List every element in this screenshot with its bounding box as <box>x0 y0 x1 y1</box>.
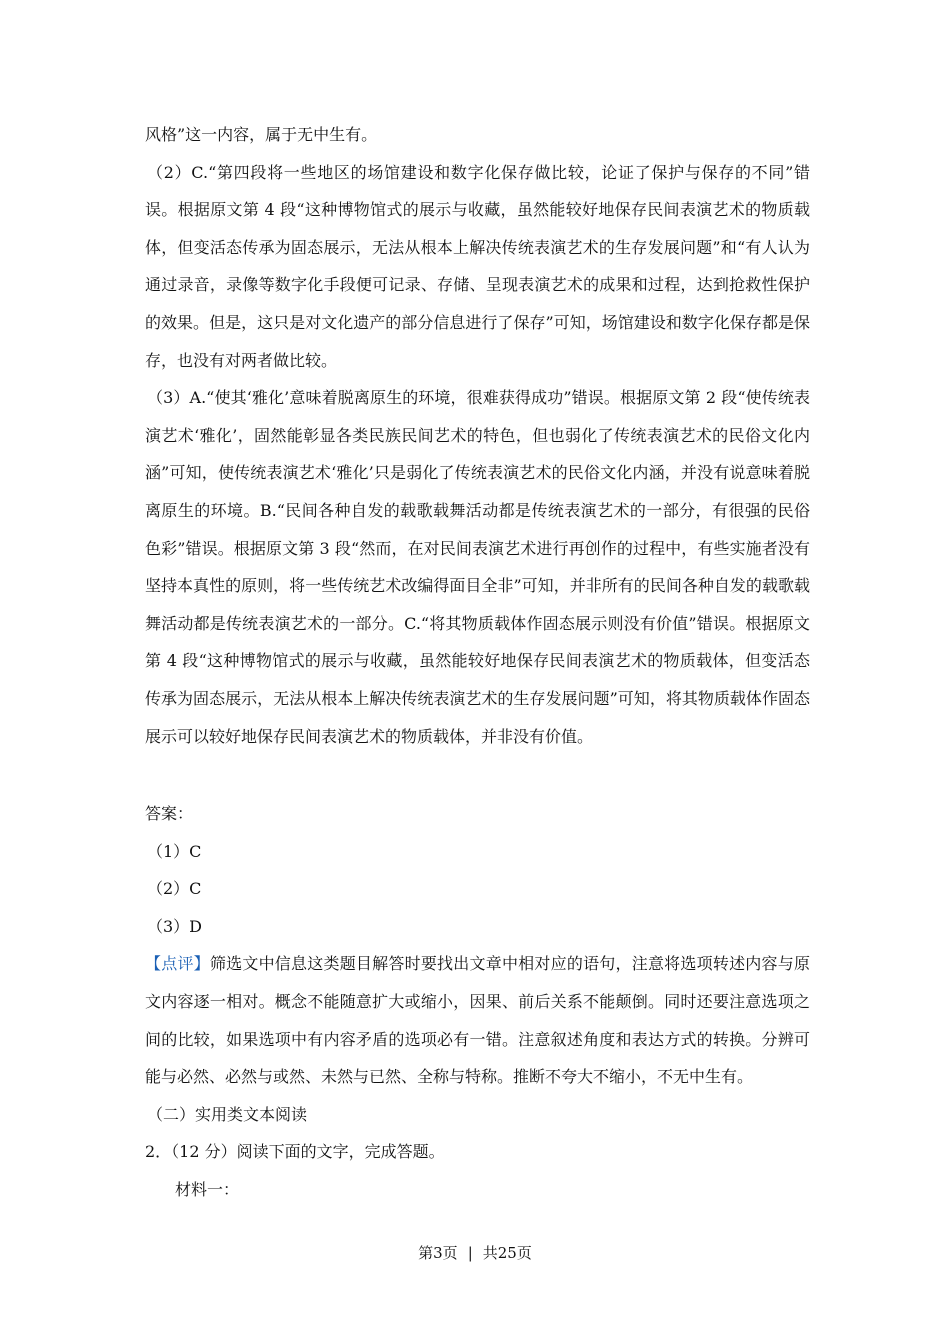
paragraph-explanation-2: （2）C.“第四段将一些地区的场馆建设和数字化保存做比较，论证了保护与保存的不同”错误。根据原文第 4 段“这种博物馆式的展示与收藏，虽然能较好地保存民间表演艺术的物质载体，但变活态传承为固态展示，无法从根本上解决传统表演艺术的生存发展问题”和“有人认为通过录音，录像等数字化手段便可记录、存储、呈现表演艺术的成果和过程，达到抢救性保护的效果。但是，这只是对文化遗产的部分信息进行了保存”可知，场馆建设和数字化保存都是保存，也没有对两者做比较。 <box>145 162 810 370</box>
footer-separator: | <box>467 1244 473 1262</box>
comment-paragraph <box>145 945 810 1095</box>
answer-item-2: （2）C <box>147 879 202 899</box>
document-body <box>145 116 810 1209</box>
answer-item-3: （3）D <box>147 916 203 936</box>
comment-tag: 【点评】 <box>145 954 210 974</box>
section-heading: （二）实用类文本阅读 <box>147 1104 308 1124</box>
answer-item-1: （1）C <box>147 841 202 861</box>
page-footer <box>0 1241 950 1265</box>
answer-label: 答案： <box>145 804 194 824</box>
spacer <box>145 755 810 795</box>
paragraph-continuation: 风格”这一内容，属于无中生有。 <box>145 125 378 144</box>
page-number: 第3页 <box>418 1244 458 1262</box>
material-label: 材料一： <box>175 1180 240 1200</box>
paragraph-explanation-3: （3）A.“使其‘雅化’意味着脱离原生的环境，很难获得成功”错误。根据原文第 2 段“使传统表演艺术‘雅化’，固然能彰显各类民族民间艺术的特色，但也弱化了传统表演艺术的民俗文化内涵”可知，使传统表演艺术‘雅化’只是弱化了传统表演艺术的民俗文化内涵，并没有说意味着脱离原生的环境。B.“民间各种自发的载歌载舞活动都是传统表演艺术的一部分，有很强的民俗色彩”错误。根据原文第 3 段“然而，在对民间表演艺术进行再创作的过程中，有些实施者没有坚持本真性的原则，将一些传统艺术改编得面目全非”可知，并非所有的民间各种自发的载歌载舞活动都是传统表演艺术的一部分。C.“将其物质载体作固态展示则没有价值”错误。根据原文第 4 段“这种博物馆式的展示与收藏，虽然能较好地保存民间表演艺术的物质载体，但变活态传承为固态展示，无法从根本上解决传统表演艺术的生存发展问题”可知，将其物质载体作固态展示可以较好地保存民间表演艺术的物质载体，并非没有价值。 <box>145 388 810 746</box>
comment-text: 筛选文中信息这类题目解答时要找出文章中相对应的语句，注意将选项转述内容与原文内容逐一相对。概念不能随意扩大或缩小，因果、前后关系不能颠倒。同时还要注意选项之间的比较，如果选项中有内容矛盾的选项必有一错。注意叙述角度和表达方式的转换。分辨可能与必然、必然与或然、未然与已然、全称与特称。推断不夸大不缩小，不无中生有。 <box>145 954 810 1087</box>
page-total: 共25页 <box>482 1244 532 1262</box>
question-line: 2．（12 分）阅读下面的文字，完成答题。 <box>145 1142 445 1162</box>
